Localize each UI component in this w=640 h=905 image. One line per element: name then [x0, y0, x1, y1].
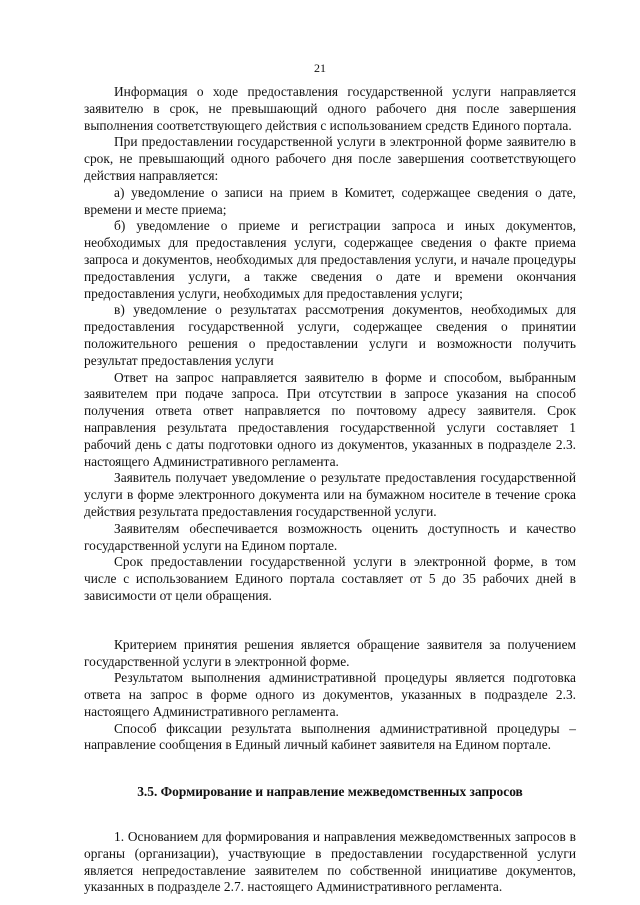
paragraph-procedure-result: Результатом выполнения административной процедуры является подготовка ответа на запрос в форме одного из документов, указанных в подразделе 2.3. настоящего Административного регламента.	[84, 670, 576, 719]
paragraph-service-term: Срок предоставлении государственной услуги в электронной форме, в том числе с использованием Единого портала составляет от 5 до 35 рабочих дней в зависимости от цели обращения.	[84, 554, 576, 603]
list-item-b: б) уведомление о приеме и регистрации запроса и иных документов, необходимых для предоставления услуги, содержащее сведения о факте приема запроса и документов, необходимых для предоставления услуги, и начале процедуры предоставления услуги, а также сведения о дате и времени окончания предоставления услуги, необходимых для предоставления услуги;	[84, 218, 576, 301]
paragraph-quality-assessment: Заявителям обеспечивается возможность оценить доступность и качество государственной услуги на Едином портале.	[84, 520, 576, 553]
paragraph-fixation-method: Способ фиксации результата выполнения административной процедуры – направление сообщения в Единый личный кабинет заявителя на Едином портале.	[84, 720, 576, 753]
list-item-c: в) уведомление о результатах рассмотрения документов, необходимых для предоставления государственной услуги, содержащее сведения о принятии положительного решения о предоставлении услуги и возможности получить результат предоставления услуги	[84, 302, 576, 368]
list-item-a: а) уведомление о записи на прием в Комитет, содержащее сведения о дате, времени и месте приема;	[84, 184, 576, 217]
section-paragraph-1: 1. Основанием для формирования и направления межведомственных запросов в органы (организации), участвующие в предоставлении государственной услуги является непредоставление заявителем по собственной инициативе документов, указанных в подразделе 2.7. настоящего Административного регламента.	[84, 829, 576, 895]
page-number: 21	[314, 61, 326, 75]
paragraph-decision-criterion: Критерием принятия решения является обращение заявителя за получением государственной услуги в электронной форме.	[84, 636, 576, 669]
paragraph-progress-info: Информация о ходе предоставления государственной услуги направляется заявителю в срок, не превышающий одного рабочего дня после завершения выполнения соответствующего действия с использованием средств Единого портала.	[84, 84, 576, 133]
paragraph-electronic-form-notice: При предоставлении государственной услуги в электронной форме заявителю в срок, не превышающий одного рабочего дня после завершения соответствующего действия направляется:	[84, 134, 576, 183]
section-heading: 3.5. Формирование и направление межведомственных запросов	[137, 784, 523, 800]
paragraph-response-method: Ответ на запрос направляется заявителю в форме и способом, выбранным заявителем при подаче запроса. При отсутствии в запросе указания на способ получения ответа ответ направляется по почтовому адресу заявителя. Срок направления результата предоставления государственной услуги составляет 1 рабочий день с даты подготовки одного из документов, указанных в подразделе 2.3. настоящего Административного регламента.	[84, 369, 576, 469]
paragraph-result-notification: Заявитель получает уведомление о результате предоставления государственной услуги в форме электронного документа или на бумажном носителе в течение срока действия результата предоставления государственной услуги.	[84, 470, 576, 519]
page-body	[84, 84, 576, 896]
